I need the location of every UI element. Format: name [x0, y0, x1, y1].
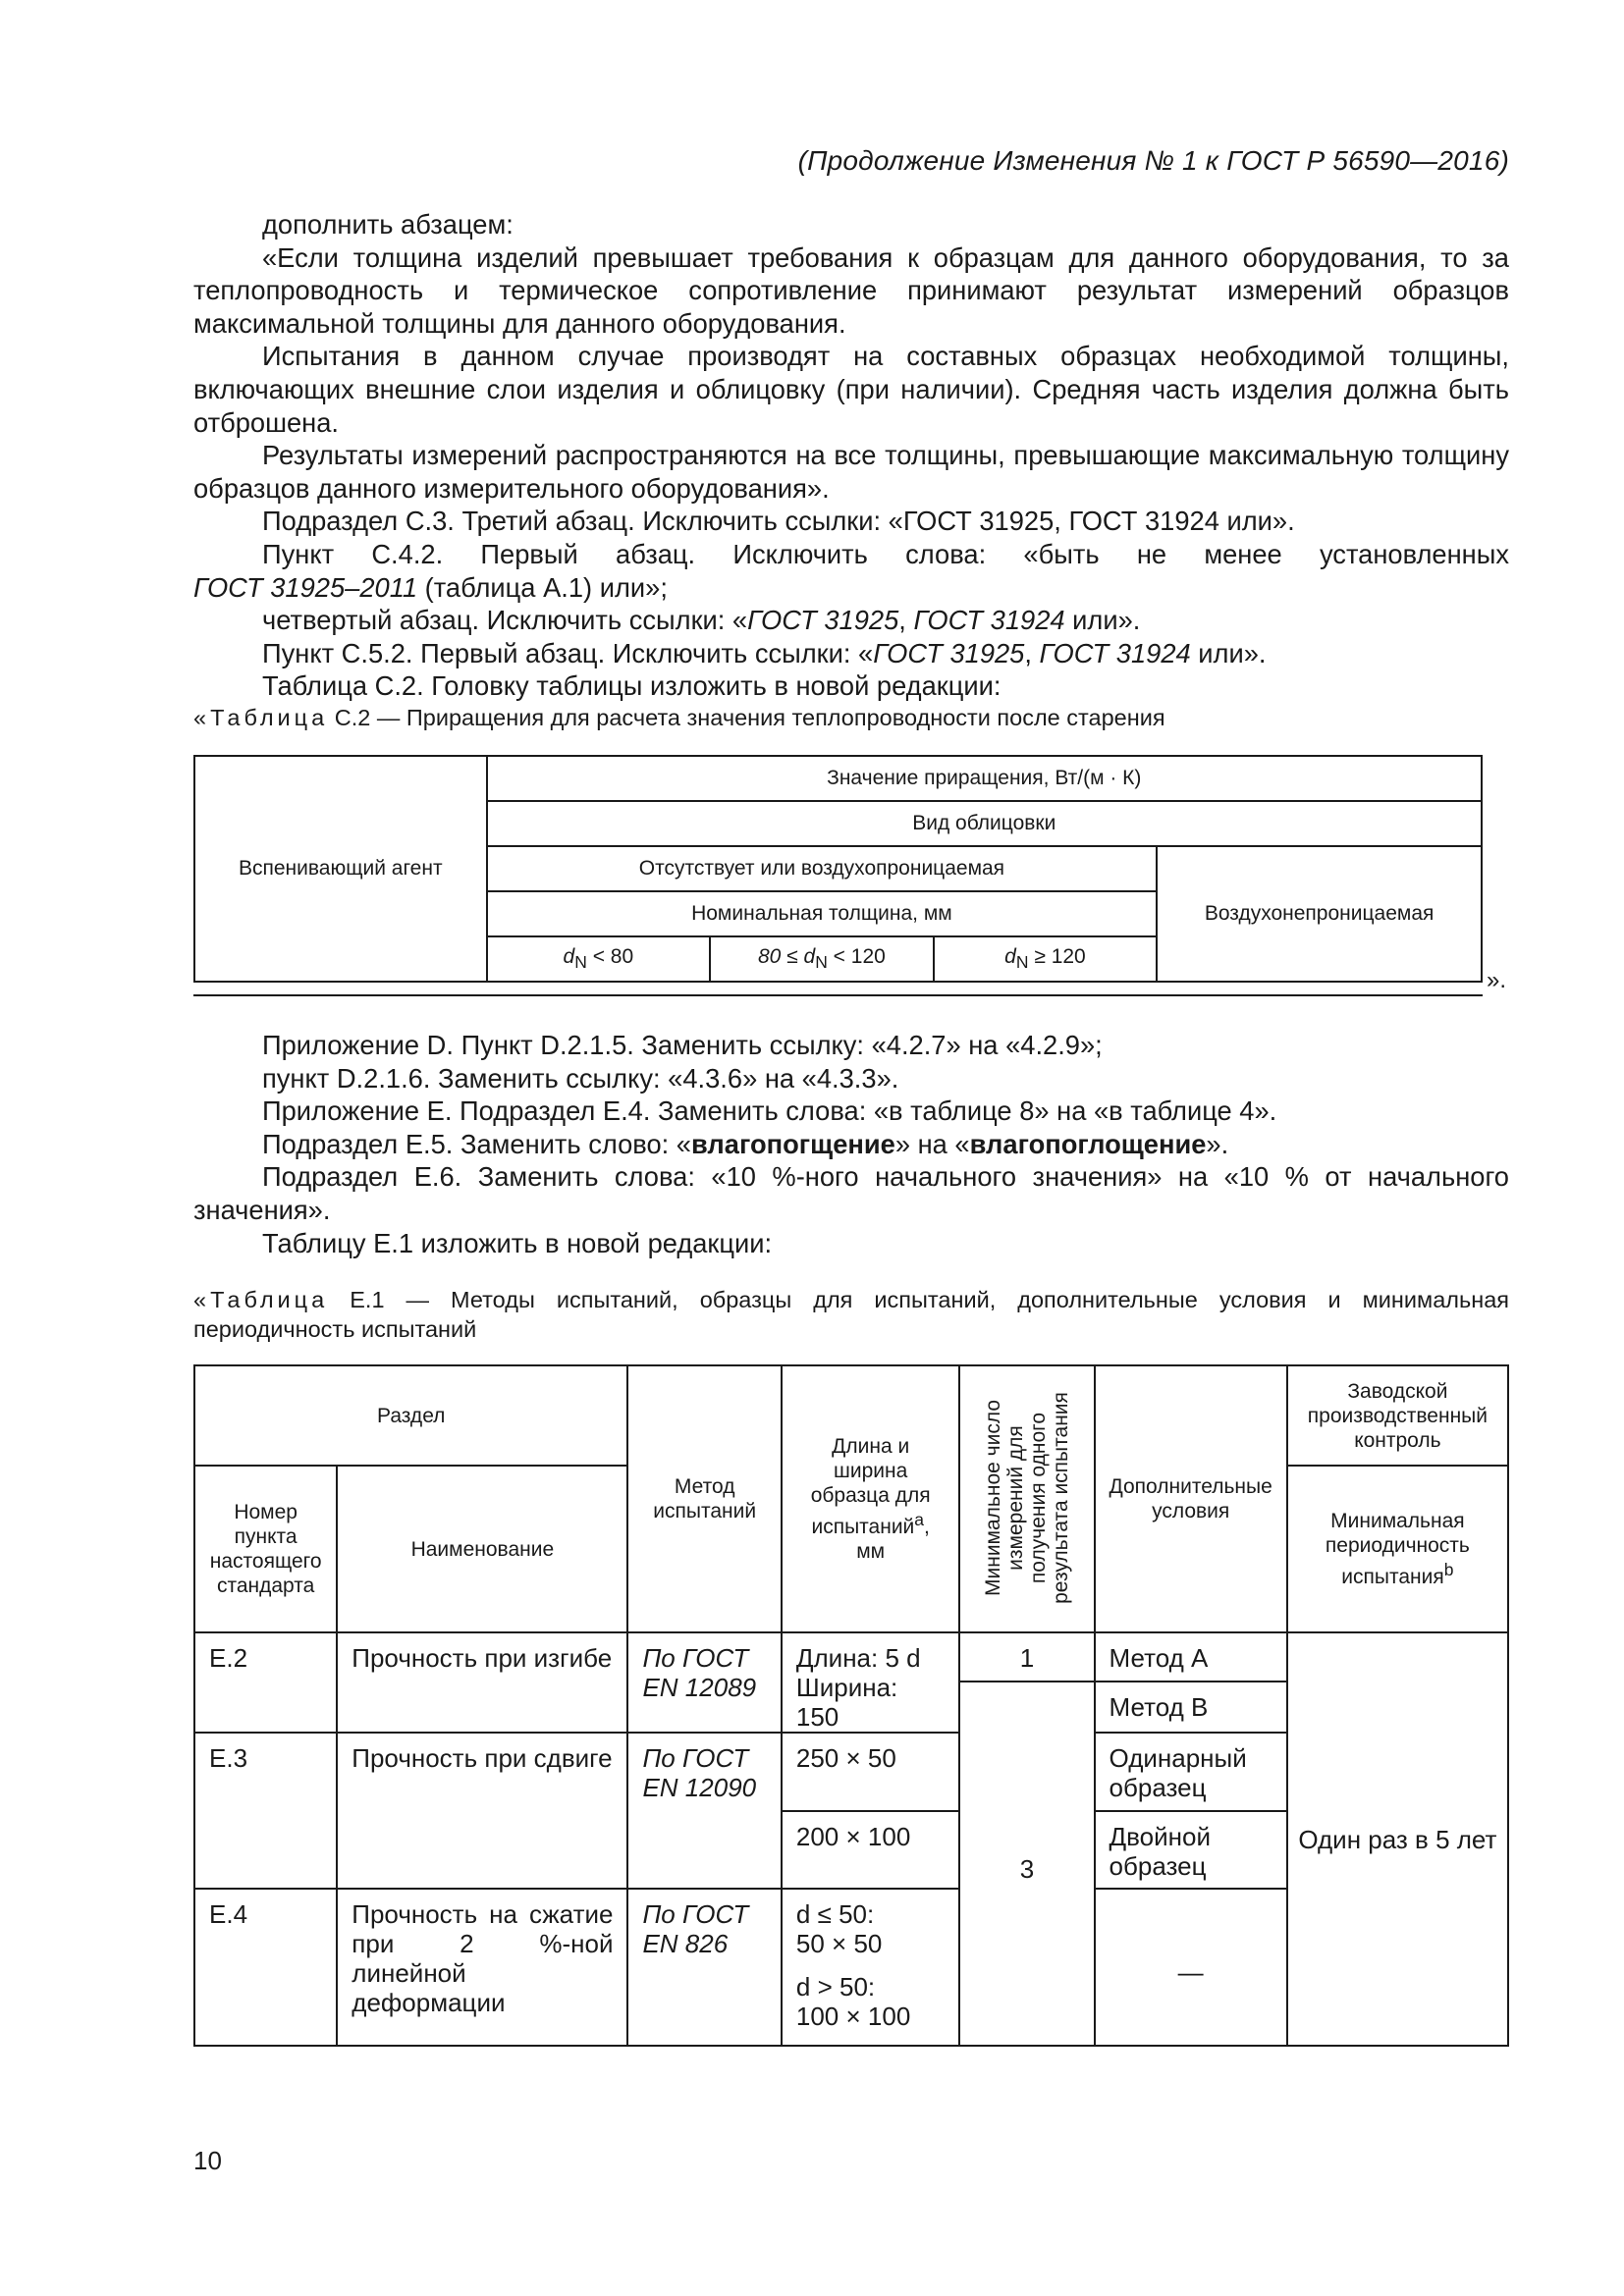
table-row-min-count: 3	[959, 1682, 1094, 2046]
paragraph: Пункт С.4.2. Первый абзац. Исключить слова: «быть не менее установленных	[262, 538, 1509, 569]
table-row-condition: Двойной образец	[1095, 1811, 1287, 1889]
table-row-condition: Одинарный образец	[1095, 1733, 1287, 1811]
page-number: 10	[193, 2146, 222, 2175]
paragraph: Таблица С.2. Головку таблицы изложить в новой редакции:	[262, 670, 1001, 702]
cell-impermeable: Воздухонепроницаемая	[1157, 846, 1482, 982]
paragraph: Приложение Е. Подраздел Е.4. Заменить слова: «в таблице 8» на «в таблице 4».	[262, 1095, 1277, 1127]
cell-foaming-agent: Вспенивающий агент	[194, 756, 487, 982]
paragraph: Пункт С.5.2. Первый абзац. Исключить ссылки: «ГОСТ 31925, ГОСТ 31924 или».	[262, 637, 1267, 668]
gost-ref: ГОСТ 31925	[747, 605, 899, 636]
table-row-size: d ≤ 50: 50 × 50 d > 50: 100 × 100	[782, 1889, 960, 2046]
table-row-clause: Е.3	[194, 1733, 337, 1889]
cell-nominal-thickness: Номинальная толщина, мм	[487, 891, 1158, 936]
gost-ref: ГОСТ 31925–2011	[193, 571, 418, 603]
paragraph: «Если толщина изделий превышает требования к образцам для данного оборудования, то за теплопроводность и термическое сопротивление принимают результат измерений образцов максимальной толщины для данного оборудования.	[193, 241, 1509, 339]
bold-word: влагопоглощение	[969, 1128, 1207, 1159]
header-clause-number: Номер пункта настоящего стандарта	[194, 1466, 337, 1632]
header-section: Раздел	[194, 1365, 627, 1466]
paragraph: Подраздел Е.5. Заменить слово: «влагопогщение» на «влагопоглощение».	[262, 1128, 1229, 1159]
paragraph: Результаты измерений распространяются на все толщины, превышающие максимальную толщину образцов данного измерительного оборудования».	[193, 440, 1509, 504]
table-c2-close-quote: ».	[1487, 967, 1507, 993]
table-row-size: 250 × 50	[782, 1733, 960, 1811]
paragraph: Приложение D. Пункт D.2.1.5. Заменить ссылку: «4.2.7» на «4.2.9»;	[262, 1030, 1103, 1060]
gost-ref: ГОСТ 31925	[873, 637, 1025, 668]
amendment-text-middle	[193, 1029, 1509, 1259]
gost-ref: ГОСТ 31924	[1039, 637, 1191, 668]
header-name: Наименование	[337, 1466, 627, 1632]
table-row-method: По ГОСТ EN 12089	[627, 1632, 781, 1733]
table-row-method: По ГОСТ EN 826	[627, 1889, 781, 2046]
table-row-name: Прочность на сжатие при 2 %-ной линейной деформации	[337, 1889, 627, 2046]
table-caption-c2: «Таблица С.2 — Приращения для расчета значения теплопроводности после старения	[193, 705, 1165, 730]
header-size: Длина и ширина образца для испытаний$^a$, мм	[782, 1365, 960, 1632]
table-row-size: 200 × 100	[782, 1811, 960, 1889]
header-factory-control: Заводской производственный контроль	[1287, 1365, 1508, 1466]
table-e1	[193, 1364, 1509, 2047]
table-c2-header	[193, 755, 1483, 983]
header-min-measurements: Минимальное число измерений для получения одного результата испытания	[959, 1365, 1094, 1632]
cell-increment-value: Значение приращения, Вт/(м · К)	[487, 756, 1482, 801]
gost-ref: ГОСТ 31924	[913, 605, 1065, 636]
table-row-clause: Е.2	[194, 1632, 337, 1733]
bold-word: влагопогщение	[691, 1128, 895, 1159]
table-row-method: По ГОСТ EN 12090	[627, 1733, 781, 1889]
running-header: (Продолжение Изменения № 1 к ГОСТ Р 56590—2016)	[797, 145, 1509, 176]
header-additional-conditions: Дополнительные условия	[1095, 1365, 1287, 1632]
cell-thickness-80-120: $80 \le d_N < 120$	[710, 936, 934, 982]
table-caption-e1: «Таблица Е.1 — Методы испытаний, образцы для испытаний, дополнительные условия и минимальная периодичность испытаний	[193, 1287, 1509, 1342]
table-row-name: Прочность при изгибе	[337, 1632, 627, 1733]
cell-absent-permeable: Отсутствует или воздухопроницаемая	[487, 846, 1158, 891]
cell-thickness-lt-80: $d_N < 80$	[487, 936, 711, 982]
paragraph: четвертый абзац. Исключить ссылки: «ГОСТ 31925, ГОСТ 31924 или».	[262, 605, 1141, 636]
table-frequency: Один раз в 5 лет	[1287, 1632, 1508, 2046]
paragraph: пункт D.2.1.6. Заменить ссылку: «4.3.6» на «4.3.3».	[262, 1062, 899, 1094]
table-row-condition: Метод А	[1095, 1632, 1287, 1682]
table-row-size: Длина: 5 d Ширина: 150	[782, 1632, 960, 1733]
table-row-clause: Е.4	[194, 1889, 337, 2046]
table-row-condition: Метод В	[1095, 1682, 1287, 1733]
table-row-condition: —	[1095, 1889, 1287, 2046]
header-method: Метод испытаний	[627, 1365, 781, 1632]
cell-thickness-ge-120: $d_N \ge 120$	[934, 936, 1158, 982]
paragraph: дополнить абзацем:	[262, 209, 514, 240]
paragraph: Таблицу Е.1 изложить в новой редакции:	[262, 1227, 773, 1258]
paragraph: Подраздел С.3. Третий абзац. Исключить ссылки: «ГОСТ 31925, ГОСТ 31924 или».	[262, 506, 1295, 537]
cell-facing-type: Вид облицовки	[487, 801, 1482, 846]
amendment-text-top	[193, 208, 1509, 703]
table-row-min-count: 1	[959, 1632, 1094, 1682]
table-c2-continuation-line	[193, 994, 1483, 996]
header-min-frequency: Минимальная периодичность испытания$^b$	[1287, 1466, 1508, 1632]
paragraph: Подраздел Е.6. Заменить слова: «10 %-ного начального значения» на «10 % от начального значения».	[193, 1161, 1509, 1225]
paragraph: Испытания в данном случае производят на составных образцах необходимой толщины, включающих внешние слои изделия и облицовку (при наличии). Средняя часть изделия должна быть отброшена.	[193, 341, 1509, 438]
table-row-name: Прочность при сдвиге	[337, 1733, 627, 1889]
paragraph: ГОСТ 31925–2011 (таблица А.1) или»;	[193, 571, 668, 603]
